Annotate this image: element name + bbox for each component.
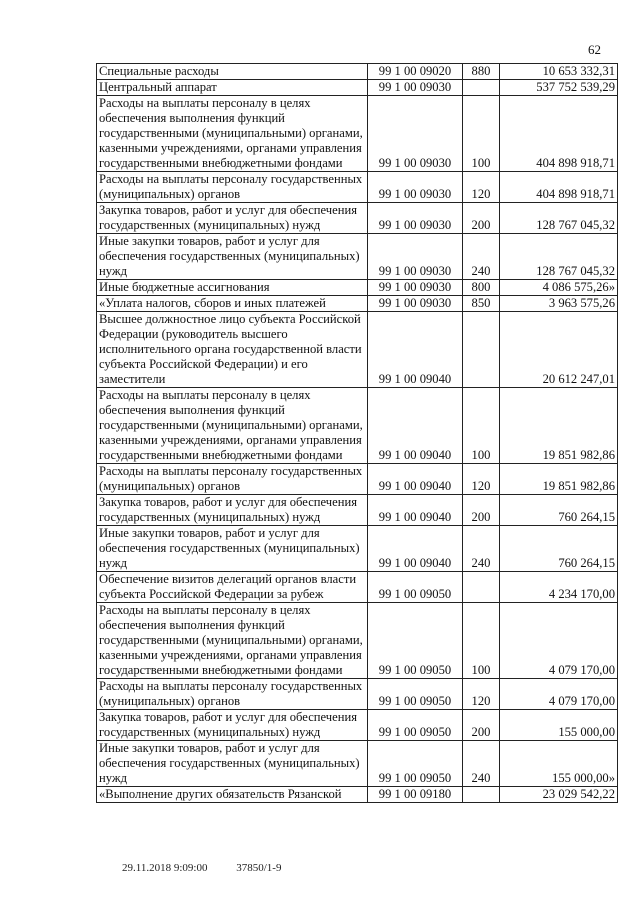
- table-row: [97, 388, 618, 464]
- footer: [122, 862, 281, 874]
- budget-item-amount: 10 653 332,31: [500, 64, 618, 80]
- budget-item-name: Специальные расходы: [97, 64, 368, 80]
- footer-doc-number: 37850/1-9: [236, 862, 282, 874]
- budget-item-name: Иные закупки товаров, работ и услуг для обеспечения государственных (муниципальных) нужд: [97, 526, 368, 572]
- budget-item-code: 99 1 00 09050: [368, 603, 463, 679]
- budget-item-expense-type: 100: [463, 603, 500, 679]
- budget-item-name: Закупка товаров, работ и услуг для обеспечения государственных (муниципальных) нужд: [97, 710, 368, 741]
- budget-item-name: Расходы на выплаты персоналу в целях обеспечения выполнения функций государственными (муниципальными) органами, казенными учреждениями, органами управления государственными внебюджетными фондами: [97, 388, 368, 464]
- budget-item-expense-type: 200: [463, 710, 500, 741]
- table-row: [97, 787, 618, 803]
- budget-item-amount: 19 851 982,86: [500, 388, 618, 464]
- budget-item-amount: 4 086 575,26»: [500, 280, 618, 296]
- budget-item-name: Высшее должностное лицо субъекта Российской Федерации (руководитель высшего исполнительного органа государственной власти субъекта Российской Федерации) и его заместители: [97, 312, 368, 388]
- budget-item-expense-type: 120: [463, 172, 500, 203]
- budget-item-name: Расходы на выплаты персоналу государственных (муниципальных) органов: [97, 464, 368, 495]
- table-row: [97, 280, 618, 296]
- budget-item-name: «Уплата налогов, сборов и иных платежей: [97, 296, 368, 312]
- budget-item-expense-type: 240: [463, 741, 500, 787]
- budget-item-amount: 128 767 045,32: [500, 234, 618, 280]
- budget-item-expense-type: 200: [463, 495, 500, 526]
- budget-item-amount: 760 264,15: [500, 495, 618, 526]
- budget-item-code: 99 1 00 09030: [368, 280, 463, 296]
- table-row: [97, 495, 618, 526]
- budget-item-code: 99 1 00 09040: [368, 495, 463, 526]
- budget-item-amount: 404 898 918,71: [500, 172, 618, 203]
- budget-item-expense-type: 880: [463, 64, 500, 80]
- budget-item-code: 99 1 00 09030: [368, 203, 463, 234]
- budget-item-amount: 404 898 918,71: [500, 96, 618, 172]
- budget-item-code: 99 1 00 09030: [368, 234, 463, 280]
- budget-item-code: 99 1 00 09030: [368, 172, 463, 203]
- budget-item-expense-type: 800: [463, 280, 500, 296]
- table-row: [97, 572, 618, 603]
- budget-item-name: Иные бюджетные ассигнования: [97, 280, 368, 296]
- page-number: 62: [588, 42, 601, 57]
- budget-item-expense-type: 850: [463, 296, 500, 312]
- budget-item-expense-type: [463, 787, 500, 803]
- budget-item-code: 99 1 00 09040: [368, 526, 463, 572]
- budget-item-expense-type: 120: [463, 679, 500, 710]
- budget-item-code: 99 1 00 09040: [368, 312, 463, 388]
- budget-item-expense-type: 200: [463, 203, 500, 234]
- table-row: [97, 679, 618, 710]
- table-row: [97, 96, 618, 172]
- table-row: [97, 464, 618, 495]
- footer-datetime: 29.11.2018 9:09:00: [122, 862, 208, 874]
- budget-item-name: Расходы на выплаты персоналу в целях обеспечения выполнения функций государственными (муниципальными) органами, казенными учреждениями, органами управления государственными внебюджетными фондами: [97, 96, 368, 172]
- budget-item-name: Закупка товаров, работ и услуг для обеспечения государственных (муниципальных) нужд: [97, 495, 368, 526]
- budget-item-expense-type: [463, 572, 500, 603]
- budget-item-amount: 23 029 542,22: [500, 787, 618, 803]
- budget-item-amount: 19 851 982,86: [500, 464, 618, 495]
- budget-item-code: 99 1 00 09180: [368, 787, 463, 803]
- table-row: [97, 741, 618, 787]
- budget-item-expense-type: 240: [463, 526, 500, 572]
- budget-item-expense-type: 100: [463, 388, 500, 464]
- budget-item-name: Обеспечение визитов делегаций органов власти субъекта Российской Федерации за рубеж: [97, 572, 368, 603]
- budget-item-amount: 4 234 170,00: [500, 572, 618, 603]
- budget-item-expense-type: 120: [463, 464, 500, 495]
- budget-item-name: Иные закупки товаров, работ и услуг для обеспечения государственных (муниципальных) нужд: [97, 234, 368, 280]
- budget-item-code: 99 1 00 09040: [368, 388, 463, 464]
- budget-table: [96, 63, 618, 803]
- table-row: [97, 172, 618, 203]
- table-row: [97, 526, 618, 572]
- table-row: [97, 296, 618, 312]
- budget-item-code: 99 1 00 09030: [368, 80, 463, 96]
- budget-item-code: 99 1 00 09040: [368, 464, 463, 495]
- table-row: [97, 64, 618, 80]
- budget-table-body: [97, 64, 618, 803]
- budget-item-amount: 4 079 170,00: [500, 603, 618, 679]
- budget-item-name: Центральный аппарат: [97, 80, 368, 96]
- table-row: [97, 80, 618, 96]
- budget-item-amount: 155 000,00: [500, 710, 618, 741]
- budget-item-amount: 760 264,15: [500, 526, 618, 572]
- budget-item-code: 99 1 00 09030: [368, 296, 463, 312]
- table-row: [97, 710, 618, 741]
- table-row: [97, 603, 618, 679]
- budget-item-amount: 4 079 170,00: [500, 679, 618, 710]
- budget-item-code: 99 1 00 09050: [368, 741, 463, 787]
- budget-item-expense-type: 240: [463, 234, 500, 280]
- budget-item-expense-type: [463, 312, 500, 388]
- budget-item-code: 99 1 00 09050: [368, 572, 463, 603]
- budget-item-code: 99 1 00 09050: [368, 679, 463, 710]
- budget-item-expense-type: [463, 80, 500, 96]
- budget-item-amount: 20 612 247,01: [500, 312, 618, 388]
- table-row: [97, 234, 618, 280]
- budget-item-name: Закупка товаров, работ и услуг для обеспечения государственных (муниципальных) нужд: [97, 203, 368, 234]
- budget-item-amount: 3 963 575,26: [500, 296, 618, 312]
- budget-item-amount: 155 000,00»: [500, 741, 618, 787]
- budget-item-name: Расходы на выплаты персоналу государственных (муниципальных) органов: [97, 679, 368, 710]
- budget-item-code: 99 1 00 09020: [368, 64, 463, 80]
- table-row: [97, 312, 618, 388]
- budget-item-code: 99 1 00 09030: [368, 96, 463, 172]
- budget-item-name: Расходы на выплаты персоналу государственных (муниципальных) органов: [97, 172, 368, 203]
- budget-item-name: Иные закупки товаров, работ и услуг для обеспечения государственных (муниципальных) нужд: [97, 741, 368, 787]
- budget-item-name: «Выполнение других обязательств Рязанской: [97, 787, 368, 803]
- table-row: [97, 203, 618, 234]
- budget-item-code: 99 1 00 09050: [368, 710, 463, 741]
- budget-item-amount: 537 752 539,29: [500, 80, 618, 96]
- budget-item-name: Расходы на выплаты персоналу в целях обеспечения выполнения функций государственными (муниципальными) органами, казенными учреждениями, органами управления государственными внебюджетными фондами: [97, 603, 368, 679]
- budget-item-amount: 128 767 045,32: [500, 203, 618, 234]
- budget-item-expense-type: 100: [463, 96, 500, 172]
